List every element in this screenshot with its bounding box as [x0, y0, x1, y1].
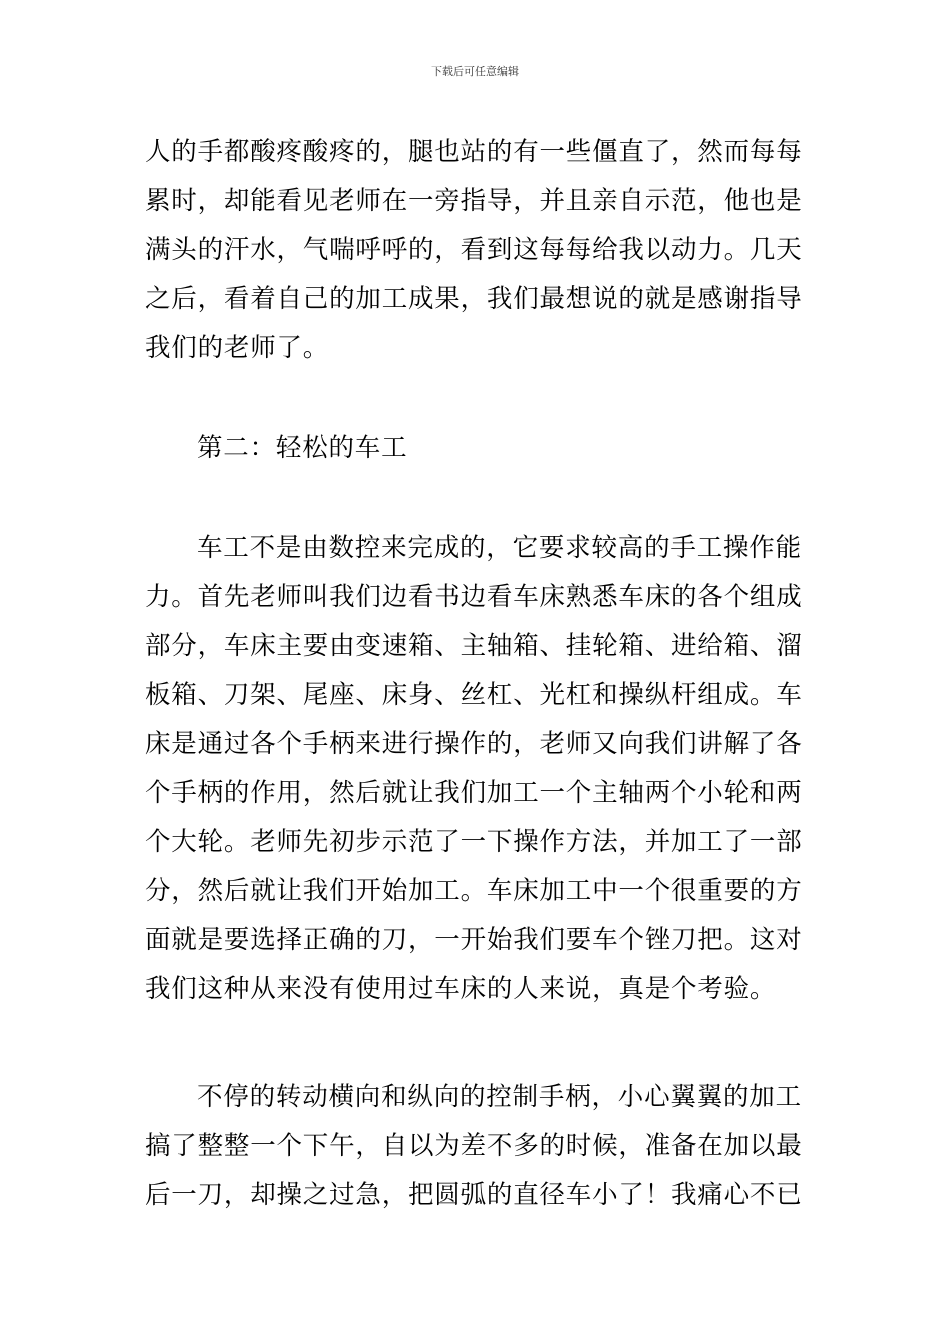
- text-line: 力。首先老师叫我们边看书边看车床熟悉车床的各个组成: [145, 582, 803, 612]
- text-line: 人的手都酸疼酸疼的，腿也站的有一些僵直了，然而每每: [145, 137, 803, 167]
- text-line: 部分，车床主要由变速箱、主轴箱、挂轮箱、进给箱、溜: [145, 631, 803, 661]
- page-header: 下载后可任意编辑: [431, 65, 519, 78]
- text-line: 我们这种从来没有使用过车床的人来说，真是个考验。: [145, 974, 777, 1004]
- text-line: 个手柄的作用，然后就让我们加工一个主轴两个小轮和两: [145, 778, 803, 808]
- text-line: 不停的转动横向和纵向的控制手柄，小心翼翼的加工: [197, 1082, 802, 1112]
- section-heading-text: 第二：轻松的车工: [197, 433, 408, 463]
- text-line: 满头的汗水，气喘呼呼的，看到这每每给我以动力。几天: [145, 235, 803, 265]
- text-line: 我们的老师了。: [145, 333, 330, 363]
- section-heading: [145, 424, 809, 473]
- paragraph-3: [145, 1073, 809, 1220]
- text-line: 后一刀，却操之过急，把圆弧的直径车小了！我痛心不已: [145, 1180, 803, 1210]
- text-line: 车工不是由数控来完成的，它要求较高的手工操作能: [197, 533, 802, 563]
- text-line: 面就是要选择正确的刀，一开始我们要车个锉刀把。这对: [145, 925, 803, 955]
- text-line: 分，然后就让我们开始加工。车床加工中一个很重要的方: [145, 876, 803, 906]
- text-line: 累时，却能看见老师在一旁指导，并且亲自示范，他也是: [145, 186, 803, 216]
- text-line: 个大轮。老师先初步示范了一下操作方法，并加工了一部: [145, 827, 803, 857]
- text-line: 搞了整整一个下午，自以为差不多的时候，准备在加以最: [145, 1131, 803, 1161]
- text-line: 板箱、刀架、尾座、床身、丝杠、光杠和操纵杆组成。车: [145, 680, 803, 710]
- paragraph-1: [145, 128, 809, 373]
- text-line: 之后，看着自己的加工成果，我们最想说的就是感谢指导: [145, 284, 803, 314]
- text-line: 床是通过各个手柄来进行操作的，老师又向我们讲解了各: [145, 729, 803, 759]
- paragraph-2: [145, 524, 809, 1014]
